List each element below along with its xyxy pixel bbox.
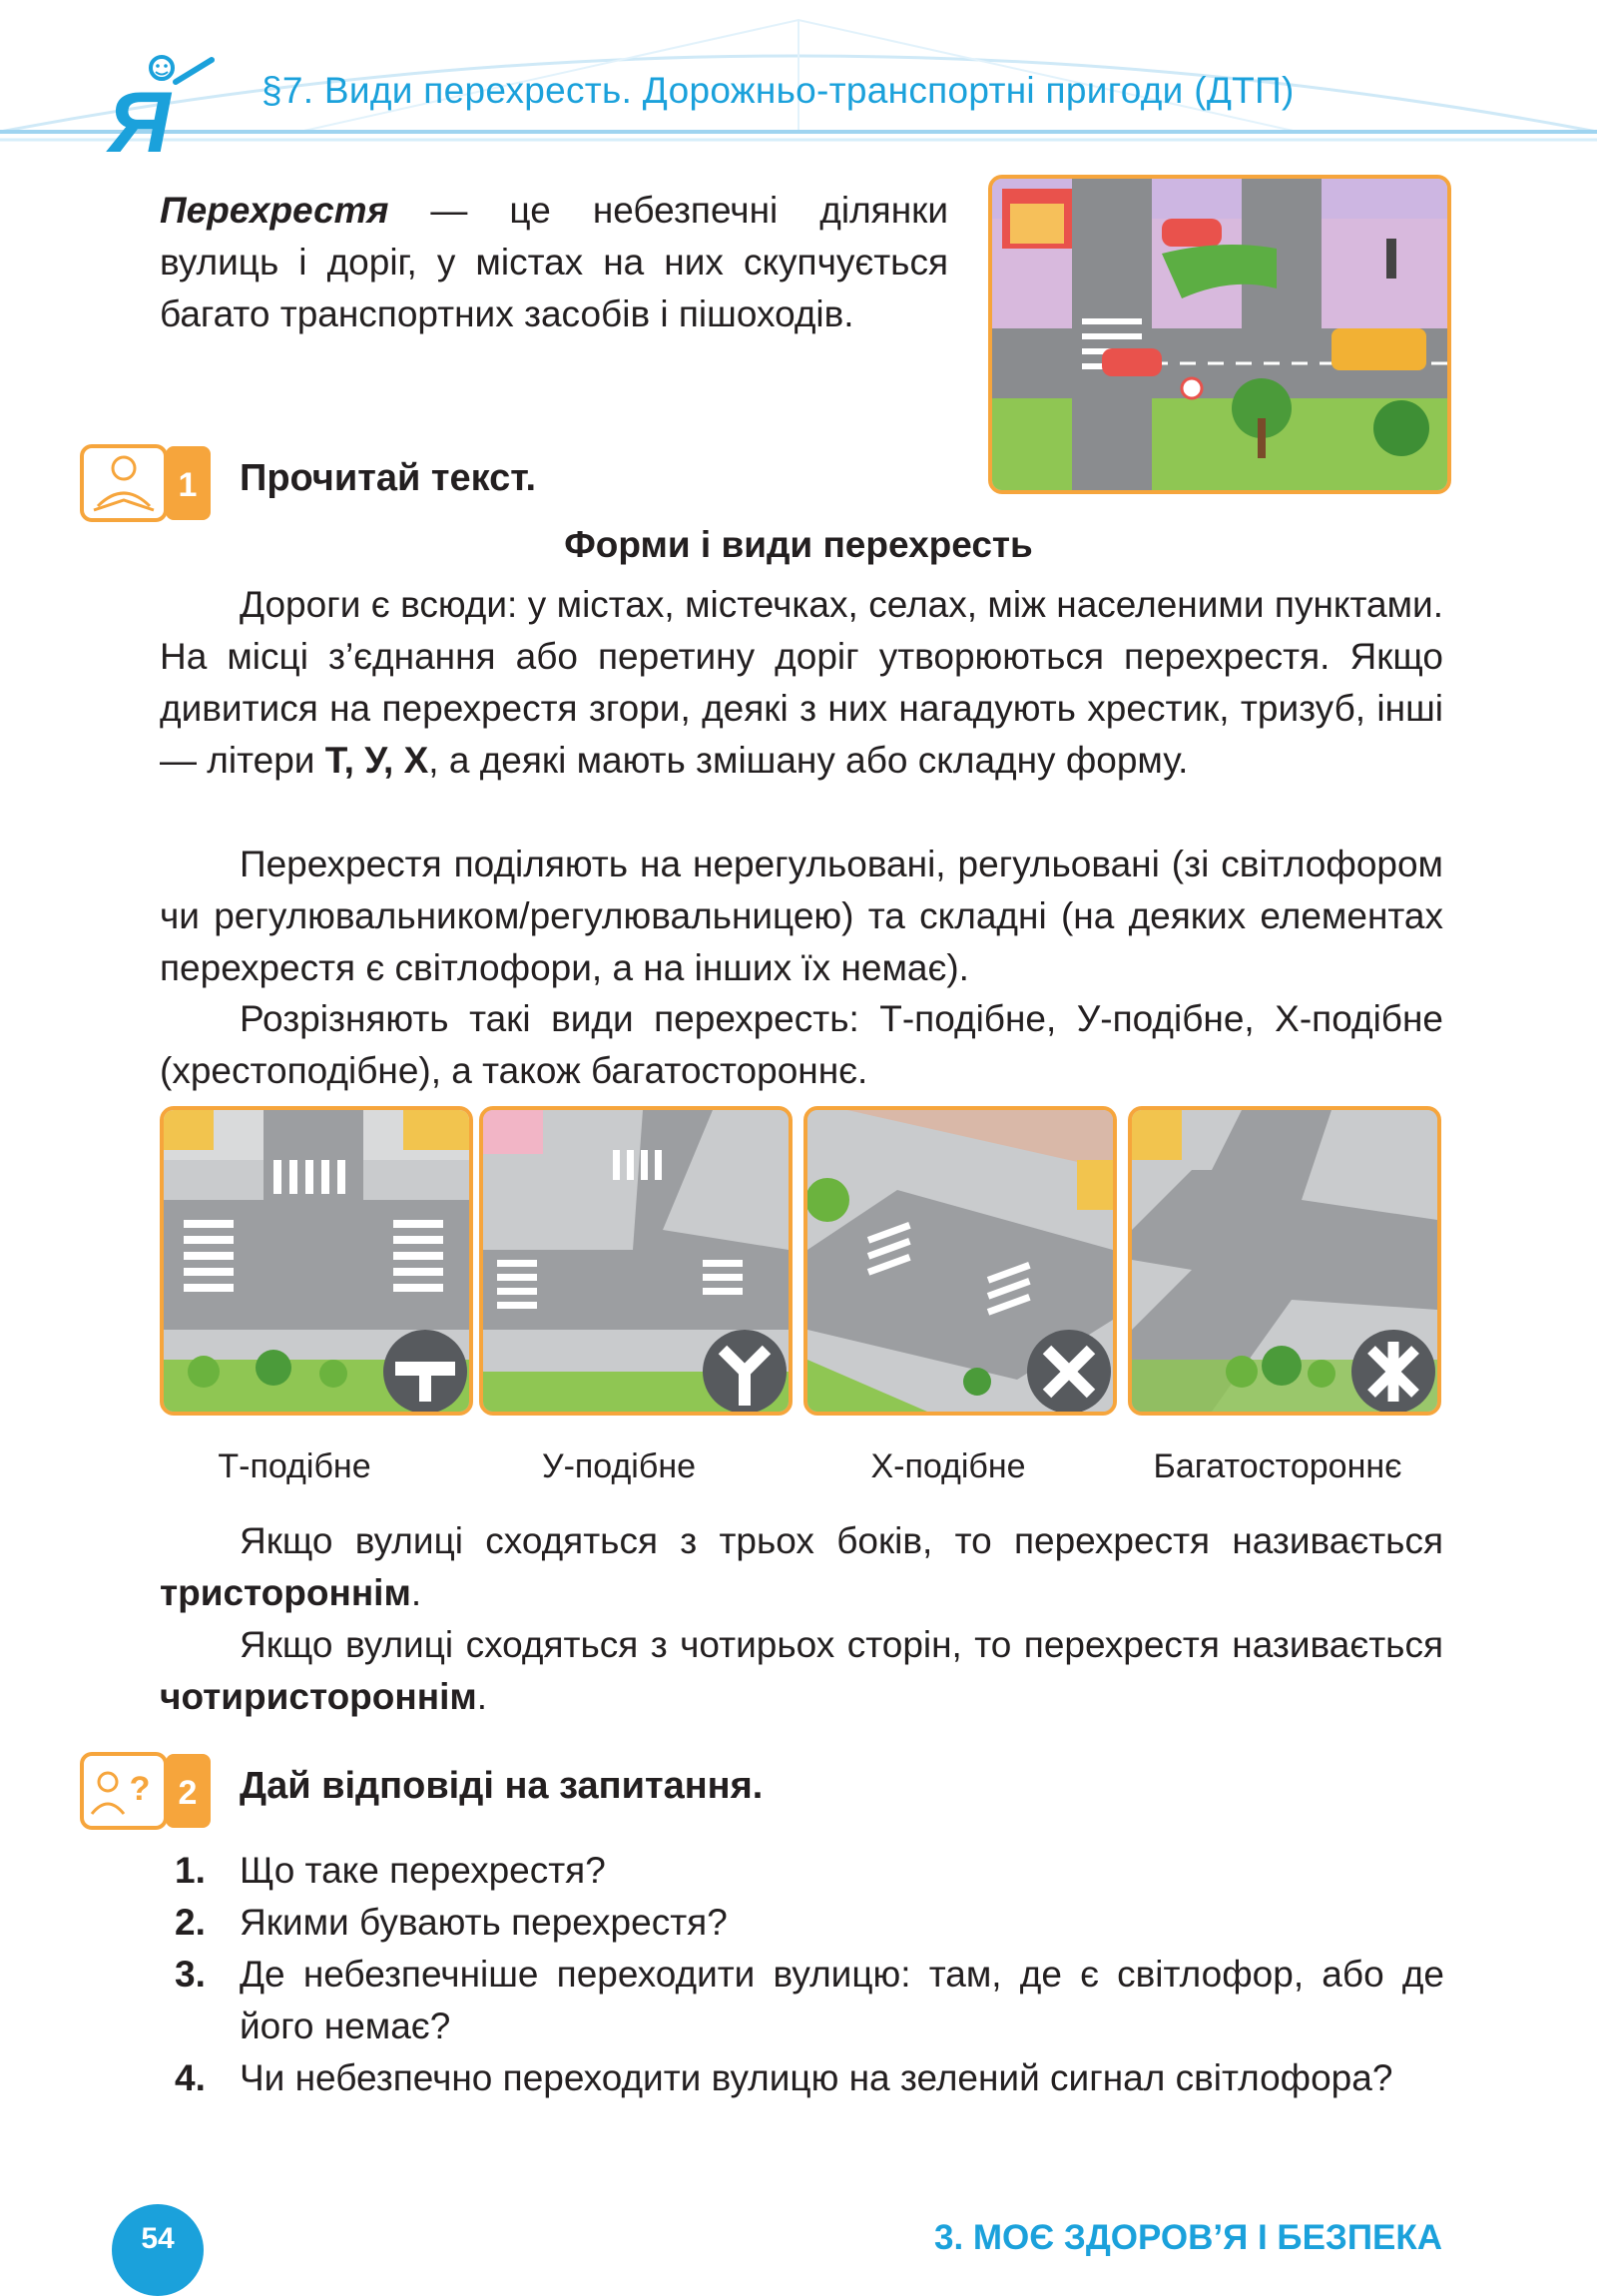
caption-y: У-подібне xyxy=(541,1447,697,1485)
question-number: 2. xyxy=(175,1902,206,1943)
question-number: 4. xyxy=(175,2057,206,2098)
paragraph-kinds: Розрізняють такі види перехресть: Т-подібне, У-подібне, Х-подібне (хрестоподібне), а також багатостороннє. xyxy=(160,998,1443,1091)
paragraph-types: Перехрестя поділяють на нерегульовані, регульовані (зі світлофором чи регулювальником/регулювальницею) та складні (на деяких елементах перехрестя є світлофори, а на інших їх немає). xyxy=(160,844,1443,988)
paragraph-three-way: Якщо вулиці сходяться з трьох боків, то перехрестя називається тристороннім. xyxy=(160,1520,1443,1613)
city-intersection-illustration xyxy=(988,175,1451,494)
intro-term: Перехрестя xyxy=(160,190,389,231)
t-intersection-image xyxy=(160,1106,473,1416)
y-intersection-image xyxy=(479,1106,793,1416)
svg-text:?: ? xyxy=(129,1770,151,1808)
section-heading: Форми і види перехресть xyxy=(564,524,1033,565)
page-title: §7. Види перехресть. Дорожньо-транспортні пригоди (ДТП) xyxy=(262,70,1295,111)
page-number: 54 xyxy=(141,2222,175,2255)
question-number: 3. xyxy=(175,1954,206,1995)
caption-x: Х-подібне xyxy=(870,1447,1026,1485)
caption-multi: Багатостороннє xyxy=(1153,1447,1402,1485)
intro-text: — це небезпечні ділянки вулиць і доріг, у містах на них скупчується багато транспортних засобів і пішоходів. xyxy=(160,190,948,334)
svg-text:Я: Я xyxy=(108,75,171,160)
term-three-way: тристороннім xyxy=(160,1572,411,1613)
svg-text:1: 1 xyxy=(178,466,198,504)
paragraph-four-way: Якщо вулиці сходяться з чотирьох сторін, то перехрестя називається чотиристороннім. xyxy=(160,1624,1443,1717)
question-text: Де небезпечніше переходити вулицю: там, де є світлофор, або де його немає? xyxy=(240,1954,1444,2046)
task2-title: Дай відповіді на запитання. xyxy=(240,1765,764,1807)
term-four-way: чотиристороннім xyxy=(160,1676,477,1717)
paragraph-roads: Дороги є всюди: у містах, містечках, селах, між населеними пунктами. На місці з’єднання або перетину доріг утворюються перехрестя. Якщо дивитися на перехрестя згори, деякі з них нагадують хрестик, тризуб, інші — літери Т, У, Х, а деякі мають змішану або складну форму. xyxy=(160,584,1443,781)
question-text: Що таке перехрестя? xyxy=(240,1850,606,1891)
chapter-title: 3. МОЄ ЗДОРОВ’Я І БЕЗПЕКА xyxy=(933,2218,1442,2257)
task-badge-read-icon xyxy=(80,444,213,522)
task1-title: Прочитай текст. xyxy=(240,457,537,499)
x-intersection-image xyxy=(803,1106,1117,1416)
task-badge-question-icon xyxy=(80,1752,213,1830)
svg-text:2: 2 xyxy=(178,1774,198,1812)
question-text: Якими бувають перехрестя? xyxy=(240,1902,728,1943)
ya-logo-icon xyxy=(100,50,220,160)
intro-paragraph xyxy=(160,185,948,340)
multi-way-intersection-image xyxy=(1128,1106,1441,1416)
question-text: Чи небезпечно переходити вулицю на зелений сигнал світлофора? xyxy=(240,2057,1393,2098)
letters-highlight: Т, У, Х xyxy=(324,740,429,781)
caption-t: Т-подібне xyxy=(218,1447,371,1485)
question-number: 1. xyxy=(175,1850,206,1891)
